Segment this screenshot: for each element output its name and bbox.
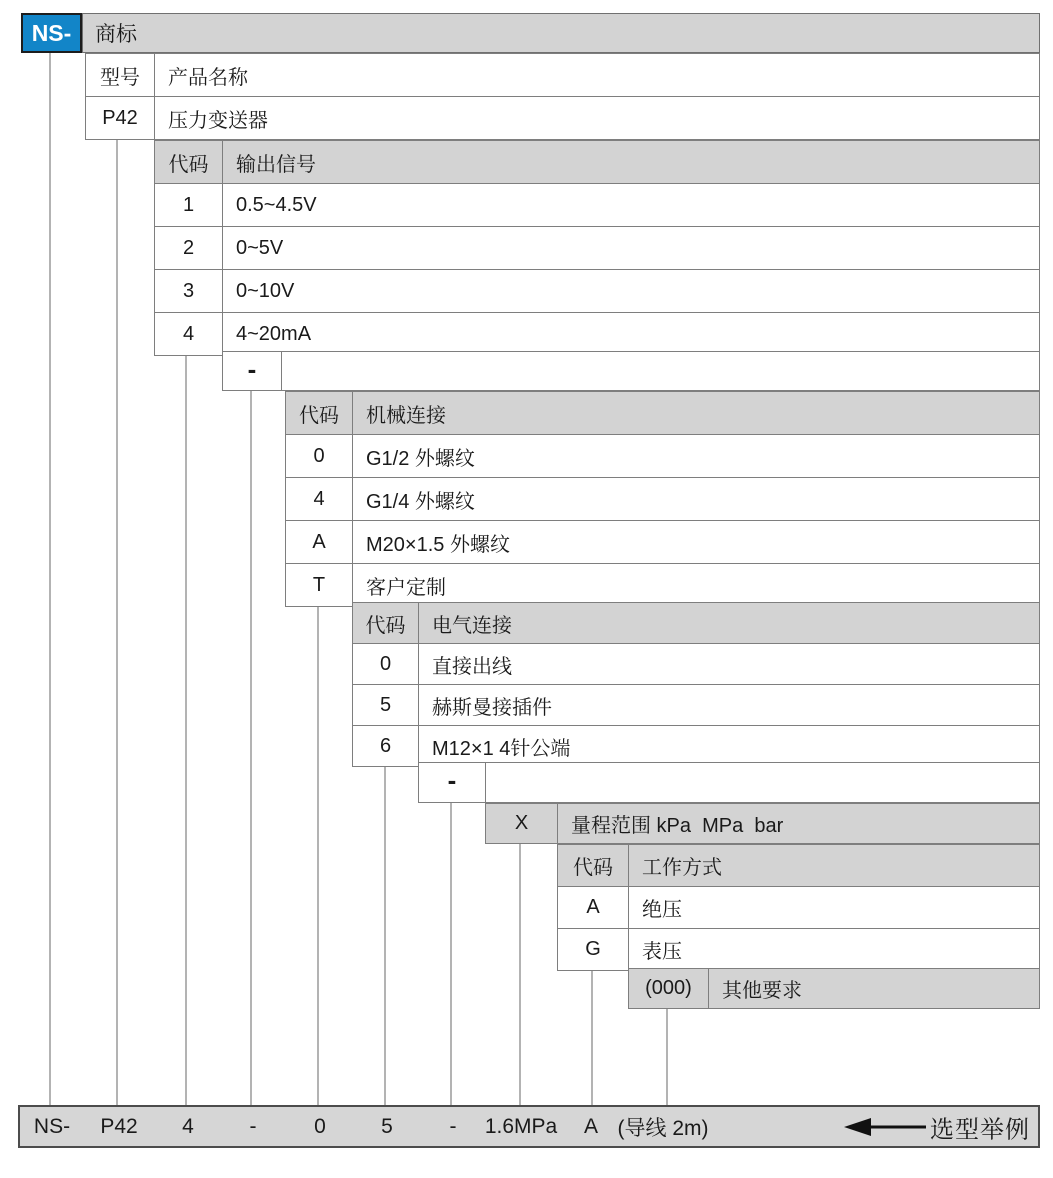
table-row bbox=[353, 725, 1039, 766]
model-header-row bbox=[86, 54, 1039, 96]
connector-line-mechanical bbox=[317, 602, 319, 1106]
electrical-header bbox=[353, 603, 1039, 643]
column-header-code: 代码 bbox=[155, 141, 223, 183]
example-row bbox=[18, 1105, 1040, 1148]
range-row bbox=[485, 803, 1040, 844]
row-name: M20×1.5 外螺纹 bbox=[366, 533, 510, 556]
example-part: 4 bbox=[182, 1114, 194, 1138]
model-row bbox=[86, 96, 1039, 139]
table-row bbox=[286, 477, 1039, 520]
mechanical-table bbox=[285, 391, 1040, 607]
example-caption: 选型举例 bbox=[930, 1116, 1030, 1143]
dash2-row bbox=[418, 762, 1040, 803]
output-signal-table bbox=[154, 140, 1040, 356]
electrical-table bbox=[352, 602, 1040, 767]
example-part: 1.6MPa bbox=[484, 1114, 558, 1138]
brand-code: NS- bbox=[31, 19, 72, 46]
row-code: 6 bbox=[353, 726, 419, 766]
connector-line-electrical bbox=[384, 763, 386, 1106]
row-code: A bbox=[286, 521, 353, 563]
left-arrow-icon bbox=[844, 1118, 871, 1136]
brand-label: 商标 bbox=[95, 23, 137, 46]
column-header-name: 工作方式 bbox=[642, 857, 722, 879]
other-name: 其他要求 bbox=[722, 980, 802, 1002]
dash-cell: - bbox=[419, 763, 486, 802]
table-row bbox=[286, 563, 1039, 606]
row-name: 0.5~4.5V bbox=[236, 193, 317, 216]
example-part: - bbox=[249, 1114, 257, 1138]
row-name: 4~20mA bbox=[236, 322, 312, 345]
table-row bbox=[155, 183, 1039, 226]
mechanical-header bbox=[286, 392, 1039, 434]
table-row bbox=[286, 434, 1039, 477]
row-code: 0 bbox=[353, 644, 419, 684]
row-code: G bbox=[558, 929, 629, 970]
connector-line-other bbox=[666, 1009, 668, 1106]
connector-line-dash2 bbox=[450, 803, 452, 1106]
range-code: X bbox=[486, 804, 558, 843]
table-row bbox=[558, 886, 1039, 928]
row-name: M12×1 4针公端 bbox=[432, 737, 571, 760]
column-header-code: 代码 bbox=[286, 392, 353, 434]
table-row bbox=[155, 312, 1039, 355]
work-mode-header bbox=[558, 845, 1039, 886]
connector-line-work-mode bbox=[591, 968, 593, 1106]
example-part: NS- bbox=[33, 1114, 71, 1138]
arrow-shaft-line bbox=[868, 1125, 926, 1128]
table-row bbox=[155, 226, 1039, 269]
row-name: 直接出线 bbox=[432, 655, 512, 678]
row-name: 0~10V bbox=[236, 279, 295, 302]
connector-line-brand bbox=[49, 53, 51, 1106]
connector-line-output-signal bbox=[185, 351, 187, 1106]
row-name: G1/2 外螺纹 bbox=[366, 447, 475, 470]
table-row bbox=[353, 684, 1039, 725]
column-header-name: 机械连接 bbox=[366, 404, 446, 427]
row-name: 0~5V bbox=[236, 236, 284, 259]
row-code: A bbox=[558, 887, 629, 928]
model-table bbox=[85, 53, 1040, 140]
column-header-name: 电气连接 bbox=[432, 614, 512, 637]
example-part: - bbox=[449, 1114, 457, 1138]
row-name: 客户定制 bbox=[366, 576, 446, 599]
range-name: 量程范围 kPa MPa bar bbox=[571, 815, 784, 837]
row-code: T bbox=[286, 564, 353, 606]
table-row bbox=[353, 643, 1039, 684]
row-code: 3 bbox=[155, 270, 223, 312]
work-mode-table bbox=[557, 844, 1040, 971]
other-row bbox=[628, 968, 1040, 1009]
table-row bbox=[558, 928, 1039, 970]
other-code: (000) bbox=[629, 969, 709, 1008]
row-name: 绝压 bbox=[642, 899, 682, 921]
row-code: 1 bbox=[155, 184, 223, 226]
row-code: 0 bbox=[286, 435, 353, 477]
model-header-code: 型号 bbox=[86, 54, 155, 96]
row-name: 赫斯曼接插件 bbox=[432, 696, 552, 719]
model-code: P42 bbox=[86, 97, 155, 139]
table-row bbox=[155, 269, 1039, 312]
connector-line-dash1 bbox=[250, 391, 252, 1106]
dash-cell: - bbox=[223, 352, 282, 390]
example-part: A bbox=[583, 1114, 599, 1138]
example-part: (导线 2m) bbox=[617, 1116, 709, 1140]
row-name: 表压 bbox=[642, 941, 682, 963]
empty-cell bbox=[282, 352, 1039, 390]
connector-line-model bbox=[116, 139, 118, 1106]
column-header-code: 代码 bbox=[558, 845, 629, 886]
empty-cell bbox=[486, 763, 1039, 802]
dash1-row bbox=[222, 351, 1040, 391]
row-code: 5 bbox=[353, 685, 419, 725]
example-part: 5 bbox=[381, 1114, 393, 1138]
column-header-name: 输出信号 bbox=[236, 153, 316, 176]
row-code: 4 bbox=[286, 478, 353, 520]
connector-line-range bbox=[519, 844, 521, 1106]
row-code: 4 bbox=[155, 313, 223, 355]
row-name: G1/4 外螺纹 bbox=[366, 490, 475, 513]
example-part: P42 bbox=[100, 1114, 138, 1138]
example-part: 0 bbox=[314, 1114, 326, 1138]
output-signal-header bbox=[155, 141, 1039, 183]
model-name: 压力变送器 bbox=[168, 109, 268, 132]
column-header-code: 代码 bbox=[353, 603, 419, 643]
table-row bbox=[286, 520, 1039, 563]
brand-row bbox=[82, 13, 1040, 53]
row-code: 2 bbox=[155, 227, 223, 269]
brand-code-box bbox=[21, 13, 82, 53]
model-header-name: 产品名称 bbox=[168, 66, 248, 89]
